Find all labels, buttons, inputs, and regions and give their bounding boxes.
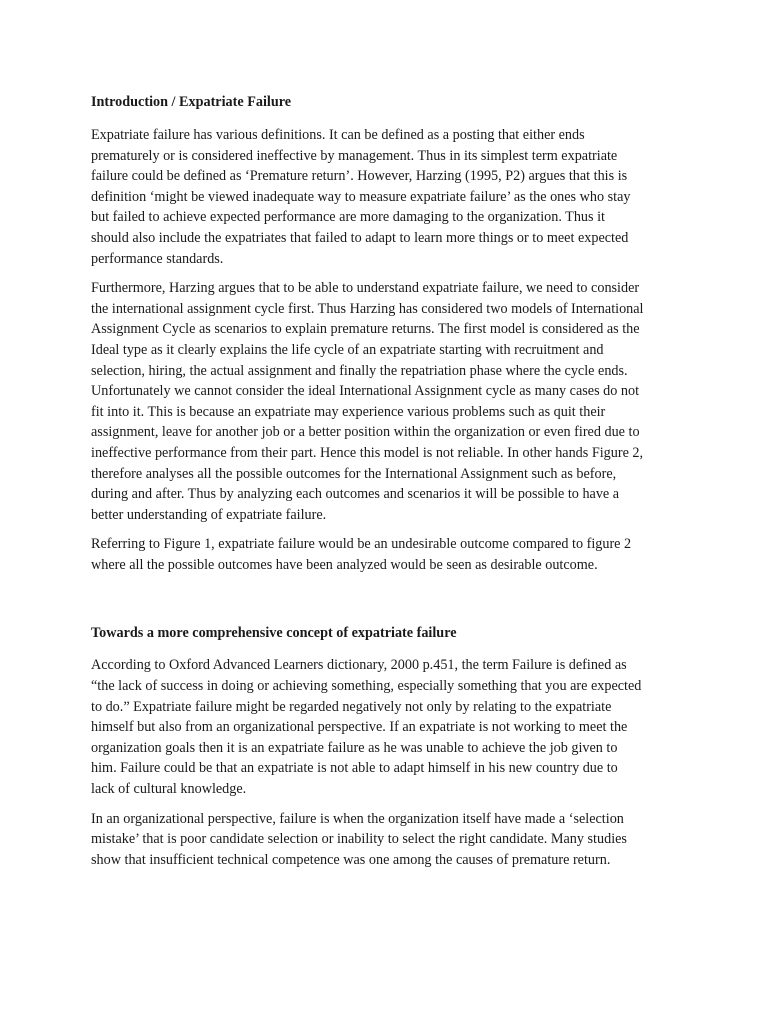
paragraph-organizational-perspective <box>91 809 691 871</box>
text-line: Furthermore, Harzing argues that to be able to understand expatriate failure, we need to consider <box>91 280 640 297</box>
text-line: Unfortunately we cannot consider the ideal International Assignment cycle as many cases do not <box>91 383 640 400</box>
text-line: better understanding of expatriate failure. <box>91 506 327 523</box>
text-line: Referring to Figure 1, expatriate failure would be an undesirable outcome compared to figure 2 <box>91 536 632 553</box>
text-line: but failed to achieve expected performance are more damaging to the organization. Thus it <box>91 209 605 226</box>
text-line: mistake’ that is poor candidate selection or inability to select the right candidate. Many studies <box>91 831 627 848</box>
text-line: performance standards. <box>91 250 224 267</box>
paragraph-assignment-cycle <box>91 278 691 525</box>
text-line: failure could be defined as ‘Premature return’. However, Harzing (1995, P2) argues that this is <box>91 168 628 185</box>
paragraph-failure-definition <box>91 655 691 799</box>
text-line: to do.” Expatriate failure might be regarded negatively not only by relating to the expatriate <box>91 698 612 715</box>
text-line: organization goals then it is an expatriate failure as he was unable to achieve the job given to <box>91 739 618 756</box>
text-line: ineffective performance from their part. Hence this model is not reliable. In other hands Figure 2, <box>91 444 644 461</box>
text-line: prematurely or is considered ineffective by management. Thus in its simplest term expatriate <box>91 147 618 164</box>
text-line: the international assignment cycle first. Thus Harzing has considered two models of International <box>91 300 644 317</box>
text-line: lack of cultural knowledge. <box>91 781 247 798</box>
text-line: “the lack of success in doing or achieving something, especially something that you are expected <box>91 678 642 695</box>
text-line: during and after. Thus by analyzing each outcomes and scenarios it will be possible to have a <box>91 486 620 503</box>
document-page <box>91 92 691 870</box>
text-line: assignment, leave for another job or a better position within the organization or even fired due to <box>91 424 640 441</box>
text-line: selection, hiring, the actual assignment and finally the repatriation phase where the cycle ends. <box>91 362 628 379</box>
section-heading-comprehensive-concept: Towards a more comprehensive concept of expatriate failure <box>91 625 457 642</box>
paragraph-definitions <box>91 125 691 269</box>
text-line: According to Oxford Advanced Learners dictionary, 2000 p.451, the term Failure is defined as <box>91 657 627 674</box>
text-line: show that insufficient technical competence was one among the causes of premature return. <box>91 851 611 868</box>
section-heading-introduction: Introduction / Expatriate Failure <box>91 94 292 110</box>
text-line: definition ‘might be viewed inadequate way to measure expatriate failure’ as the ones who stay <box>91 188 631 205</box>
text-line: where all the possible outcomes have been analyzed would be seen as desirable outcome. <box>91 556 598 573</box>
text-line: himself but also from an organizational perspective. If an expatriate is not working to meet the <box>91 719 628 736</box>
text-line: him. Failure could be that an expatriate is not able to adapt himself in his new country due to <box>91 760 618 777</box>
text-line: Assignment Cycle as scenarios to explain premature returns. The first model is considered as the <box>91 321 640 338</box>
text-line: fit into it. This is because an expatriate may experience various problems such as quit their <box>91 403 606 420</box>
text-line: Expatriate failure has various definitions. It can be defined as a posting that either ends <box>91 127 585 143</box>
text-line: In an organizational perspective, failure is when the organization itself have made a ‘selection <box>91 810 624 827</box>
text-line: therefore analyses all the possible outcomes for the International Assignment such as before, <box>91 465 617 482</box>
paragraph-figure-reference <box>91 534 691 575</box>
text-line: should also include the expatriates that failed to adapt to learn more things or to meet expected <box>91 229 629 246</box>
text-line: Ideal type as it clearly explains the life cycle of an expatriate starting with recruitment and <box>91 341 604 358</box>
